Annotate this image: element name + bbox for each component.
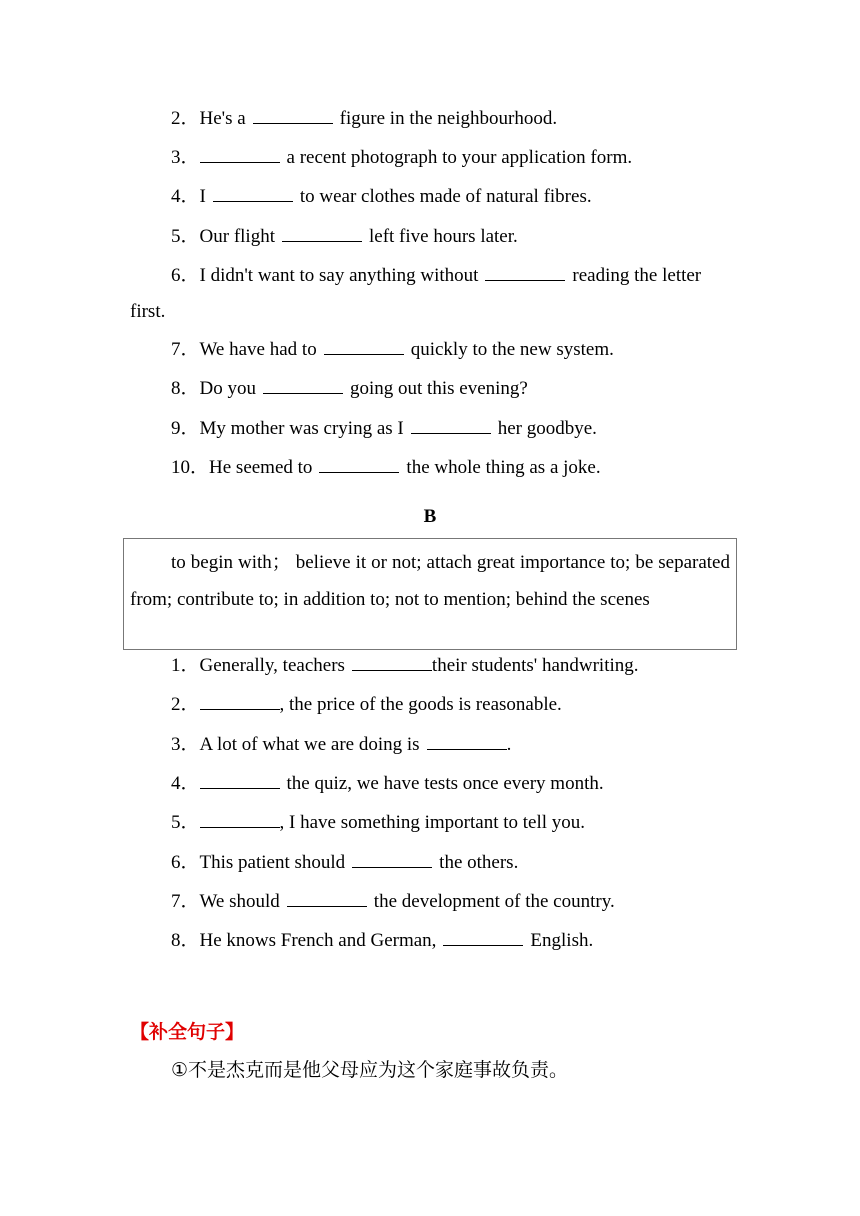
item-text-after: a recent photograph to your application form. (286, 147, 633, 168)
item-text-after: figure in the neighbourhood. (339, 108, 558, 129)
item-number: 7． (171, 891, 200, 912)
item-number: 8． (171, 378, 200, 399)
exercise-item (171, 376, 528, 401)
item-number: 10． (171, 457, 210, 478)
item-text-before: Do you (199, 378, 256, 399)
item-number: 1． (171, 655, 200, 676)
answer-blank[interactable] (200, 692, 280, 710)
item-text-before: This patient should (199, 852, 346, 873)
exercise-item (171, 771, 604, 796)
exercise-item (171, 850, 518, 875)
exercise-item (171, 889, 615, 914)
item-text-after: to wear clothes made of natural fibres. (299, 186, 592, 207)
item-text-after: quickly to the new system. (410, 339, 614, 360)
item-text-continuation: first. (130, 301, 166, 322)
item-number: 3． (171, 734, 200, 755)
answer-blank[interactable] (324, 337, 404, 355)
answer-blank[interactable] (411, 416, 491, 434)
item-text-after: the whole thing as a joke. (406, 457, 601, 478)
exercise-item (171, 653, 639, 678)
item-text-after: the development of the country. (373, 891, 615, 912)
item-text-after: going out this evening? (350, 378, 528, 399)
item-text-before: He's a (199, 108, 246, 129)
item-text-before: I (199, 186, 206, 207)
phrase-bank-box (123, 538, 737, 650)
exercise-item (171, 692, 562, 717)
exercise-item (171, 928, 593, 953)
answer-blank[interactable] (282, 224, 362, 242)
item-text-after: English. (530, 930, 594, 951)
chinese-sentence-item: ①不是杰克而是他父母应为这个家庭事故负责。 (171, 1059, 569, 1081)
item-number: 6． (171, 852, 200, 873)
item-text-after: , I have something important to tell you. (279, 812, 586, 833)
item-number: 8． (171, 930, 200, 951)
exercise-item (171, 106, 557, 131)
item-text-before: We should (199, 891, 280, 912)
answer-blank[interactable] (200, 145, 280, 163)
item-number: 4． (171, 773, 200, 794)
answer-blank[interactable] (253, 106, 333, 124)
item-number: 3． (171, 147, 200, 168)
answer-blank[interactable] (263, 376, 343, 394)
answer-blank[interactable] (352, 850, 432, 868)
item-number: 2． (171, 108, 200, 129)
section-b-title: B (423, 506, 437, 527)
answer-blank[interactable] (213, 184, 293, 202)
item-text-before: A lot of what we are doing is (199, 734, 420, 755)
answer-blank[interactable] (200, 771, 280, 789)
answer-blank[interactable] (352, 653, 432, 671)
item-number: 9． (171, 418, 200, 439)
answer-blank[interactable] (443, 928, 523, 946)
item-number: 5． (171, 226, 200, 247)
item-text-before: He knows French and German, (199, 930, 437, 951)
item-number: 6． (171, 265, 200, 286)
exercise-item (171, 810, 585, 835)
exercise-item (171, 416, 597, 441)
item-number: 2． (171, 694, 200, 715)
item-text-after: her goodbye. (497, 418, 597, 439)
answer-blank[interactable] (200, 810, 280, 828)
item-text-after: , the price of the goods is reasonable. (279, 694, 562, 715)
item-number: 7． (171, 339, 200, 360)
item-text-after: their students' handwriting. (431, 655, 639, 676)
item-text-before: My mother was crying as I (199, 418, 404, 439)
phrase-bank-text: to begin with； believe it or not; attach great importance to; be separated from; contribute to; in addition to; not to mention; behind the scenes (130, 552, 730, 610)
exercise-item (171, 184, 592, 209)
answer-blank[interactable] (319, 455, 399, 473)
item-text-after: . (506, 734, 512, 755)
exercise-item (171, 455, 601, 480)
exercise-item (171, 337, 614, 362)
item-number: 4． (171, 186, 200, 207)
item-text-after: left five hours later. (368, 226, 518, 247)
item-text-before: He seemed to (209, 457, 313, 478)
item-text-before: We have had to (199, 339, 317, 360)
exercise-item (171, 263, 701, 288)
item-number: 5． (171, 812, 200, 833)
item-text-before: Generally, teachers (199, 655, 345, 676)
item-text-after: reading the letter (572, 265, 702, 286)
item-text-after: the others. (439, 852, 519, 873)
answer-blank[interactable] (427, 732, 507, 750)
complete-sentences-title: 【补全句子】 (130, 1021, 245, 1043)
answer-blank[interactable] (287, 889, 367, 907)
exercise-item (171, 732, 511, 757)
item-text-before: Our flight (199, 226, 275, 247)
exercise-item (171, 145, 632, 170)
exercise-item-continuation (130, 300, 165, 324)
item-text-after: the quiz, we have tests once every month. (286, 773, 604, 794)
answer-blank[interactable] (485, 263, 565, 281)
exercise-item (171, 224, 518, 249)
item-text-before: I didn't want to say anything without (199, 265, 479, 286)
